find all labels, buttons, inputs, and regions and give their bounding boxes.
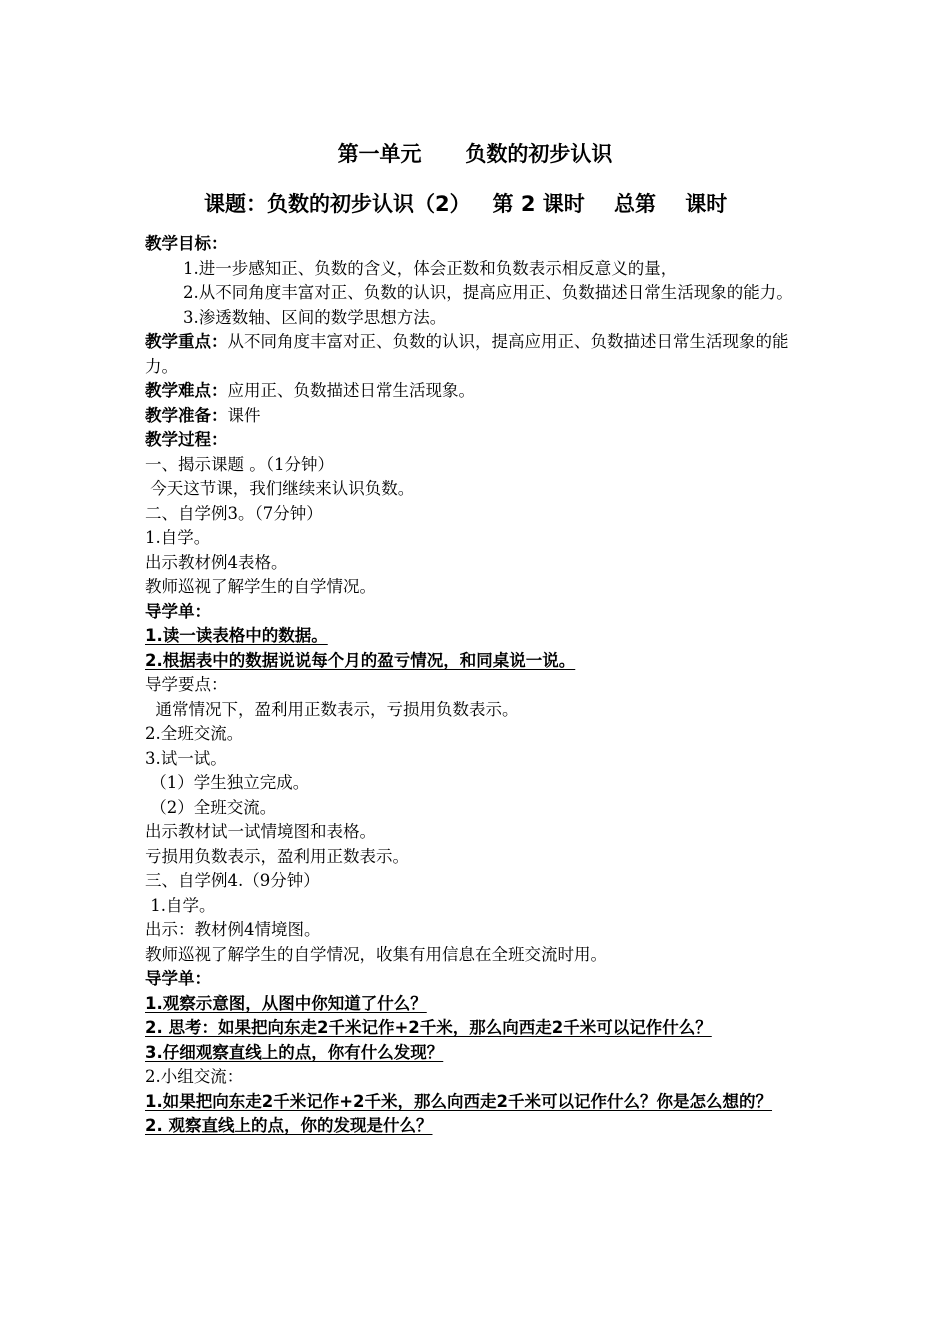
preparation <box>145 404 815 429</box>
guide-heading: 导学单： <box>145 601 211 621</box>
section-heading: 三、自学例4.（9分钟） <box>145 871 320 890</box>
text-line: 通常情况下，盈利用正数表示，亏损用负数表示。 <box>145 699 519 719</box>
key-point-label: 教学重点： <box>145 332 228 351</box>
document-body <box>145 232 815 1139</box>
objective-item: 3.渗透数轴、区间的数学思想方法。 <box>183 307 447 327</box>
difficulty-label: 教学难点： <box>145 381 228 400</box>
objective-item: 1.进一步感知正、负数的含义，体会正数和负数表示相反意义的量， <box>183 258 678 278</box>
unit-title: 第一单元 负数的初步认识 <box>337 142 613 166</box>
section-heading: 二、自学例3。（7分钟） <box>145 503 323 523</box>
text-line: 导学要点： <box>145 675 228 694</box>
text-line: 1.自学。 <box>145 895 216 915</box>
text-line: 1.自学。 <box>145 528 211 547</box>
preparation-text: 课件 <box>227 405 261 425</box>
text-line: 出示：教材例4情境图。 <box>145 920 321 939</box>
text-line: 2.小组交流： <box>145 1067 244 1086</box>
discussion-item: 2. 观察直线上的点，你的发现是什么？ <box>145 1116 433 1135</box>
text-line: 亏损用负数表示，盈利用正数表示。 <box>145 846 409 866</box>
section-heading: 一、揭示课题 。（1分钟） <box>145 454 334 474</box>
difficulty <box>145 379 815 404</box>
text-line: 3.试一试。 <box>145 748 227 768</box>
text-line: 出示教材例4表格。 <box>145 552 288 572</box>
preparation-label: 教学准备： <box>145 405 228 425</box>
lesson-title: 课题：负数的初步认识（2） 第 2 课时 总第 课时 <box>204 192 728 216</box>
guide-item: 1.观察示意图，从图中你知道了什么？ <box>145 993 427 1013</box>
objective-item: 2.从不同角度丰富对正、负数的认识，提高应用正、负数描述日常生活现象的能力。 <box>183 283 793 302</box>
text-line: 今天这节课，我们继续来认识负数。 <box>145 479 415 498</box>
text-line: （1）学生独立完成。 <box>145 773 310 792</box>
text-line: （2）全班交流。 <box>145 797 277 817</box>
guide-item: 2. 思考：如果把向东走2千米记作+2千米，那么向西走2千米可以记作什么？ <box>145 1018 712 1037</box>
guide-item: 2.根据表中的数据说说每个月的盈亏情况，和同桌说一说。 <box>145 650 576 670</box>
text-line: 教师巡视了解学生的自学情况，收集有用信息在全班交流时用。 <box>145 944 607 964</box>
key-point <box>145 330 815 379</box>
guide-item: 3.仔细观察直线上的点，你有什么发现？ <box>145 1042 444 1062</box>
text-line: 出示教材试一试情境图和表格。 <box>145 822 376 841</box>
discussion-item: 1.如果把向东走2千米记作+2千米，那么向西走2千米可以记作什么？你是怎么想的？ <box>145 1091 773 1111</box>
guide-item: 1.读一读表格中的数据。 <box>145 626 328 645</box>
guide-heading: 导学单： <box>145 969 211 988</box>
process-heading: 教学过程： <box>145 430 228 449</box>
key-point-text: 从不同角度丰富对正、负数的认识，提高应用正、负数描述日常生活现象的能力。 <box>145 332 789 376</box>
text-line: 2.全班交流。 <box>145 724 244 743</box>
text-line: 教师巡视了解学生的自学情况。 <box>145 577 376 596</box>
difficulty-text: 应用正、负数描述日常生活现象。 <box>227 381 475 400</box>
objectives-heading: 教学目标： <box>145 234 228 253</box>
